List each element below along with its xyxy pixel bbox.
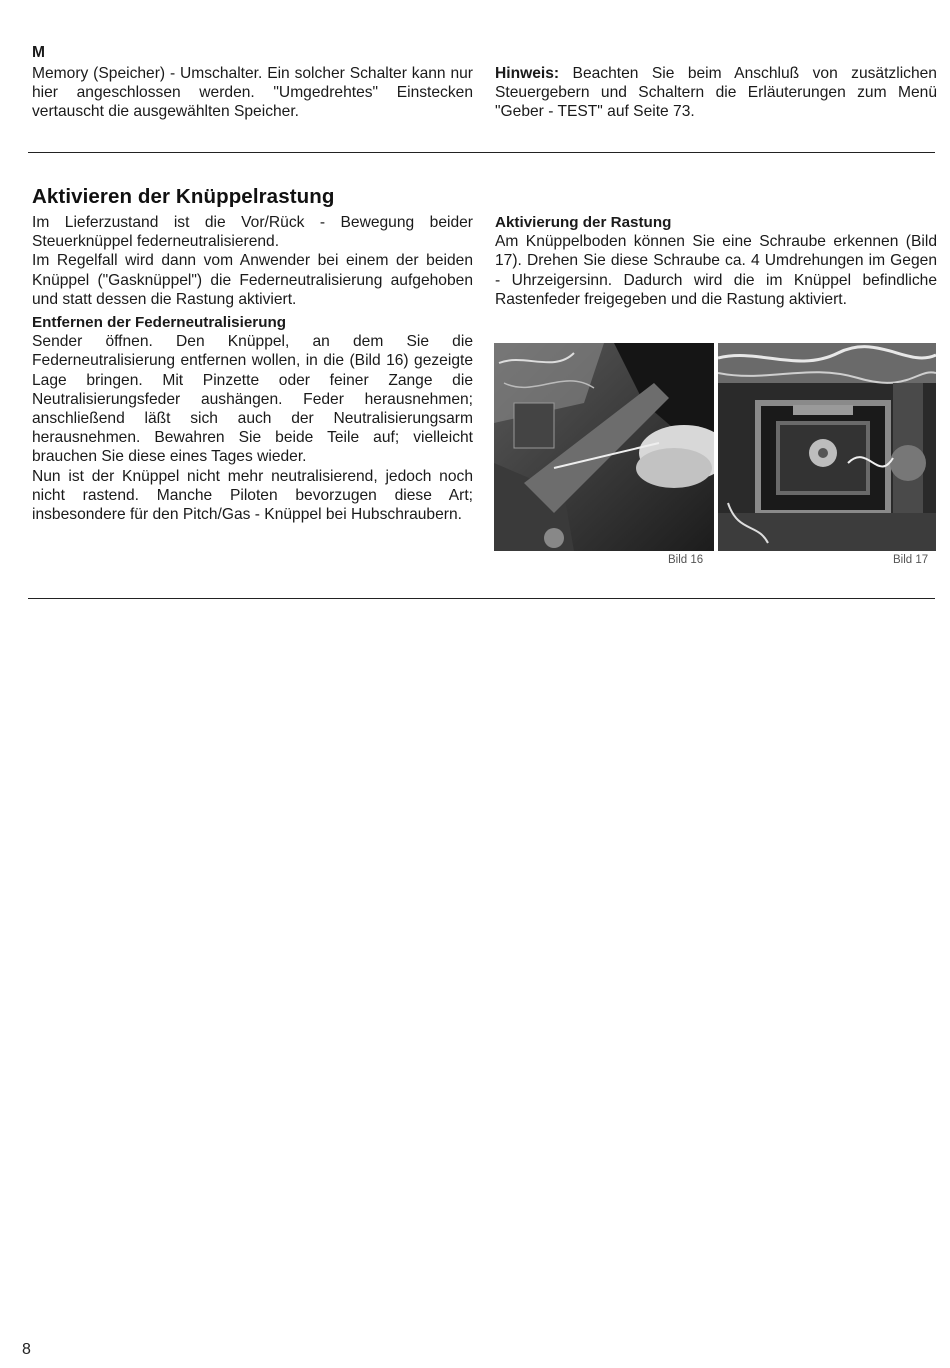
page-number: 8 — [22, 1341, 31, 1358]
entfernen-heading: Entfernen der Federneutralisierung — [32, 314, 287, 332]
caption-bild-16: Bild 16 — [668, 554, 704, 566]
section-m-letter: M — [32, 44, 45, 61]
hinweis-block — [495, 64, 937, 122]
section-m-text: Memory (Speicher) - Umschalter. Ein solcher Schalter kann nur hier angeschlossen werden. "Umgedrehtes" Einstecken vertauscht die ausgewählten Speicher. — [32, 65, 473, 121]
divider-bottom — [28, 598, 935, 599]
photo-bild-16 — [494, 343, 714, 551]
aktivierung-heading: Aktivierung der Rastung — [495, 214, 672, 231]
intro-paragraph-2: Im Regelfall wird dann vom Anwender bei einem der beiden Knüppel ("Gasknüppel") die Federneutralisierung aufgehoben und statt dessen die Rastung aktiviert. — [32, 252, 473, 308]
aktivierung-paragraph: Am Knüppelboden können Sie eine Schraube erkennen (Bild 17). Drehen Sie diese Schraube ca. 4 Umdrehungen im Gegen - Uhrzeigersinn. Dadurch wird die im Knüppel befindliche Rastenfeder freigegeben und die Rastung aktiviert. — [495, 233, 937, 308]
right-column — [495, 213, 937, 309]
hinweis-text: Beachten Sie beim Anschluß von zusätzlichen Steuergebern und Schaltern die Erläuterungen zum Menü "Geber - TEST" auf Seite 73. — [495, 65, 937, 121]
photo-bild-17 — [718, 343, 936, 551]
caption-bild-17: Bild 17 — [893, 554, 929, 566]
photo-bild-16-image — [494, 343, 714, 551]
section-heading: Aktivieren der Knüppelrastung — [32, 185, 335, 208]
photo-bild-17-image — [718, 343, 936, 551]
entfernen-paragraph-2: Nun ist der Knüppel nicht mehr neutralisierend, jedoch noch nicht rastend. Manche Piloten bevorzugen diese Art; insbesondere für den Pitch/Gas - Knüppel bei Hubschraubern. — [32, 467, 473, 524]
section-m — [32, 43, 45, 62]
left-column — [32, 213, 473, 524]
intro-paragraph-1: Im Lieferzustand ist die Vor/Rück - Bewegung beider Steuerknüppel federneutralisierend. — [32, 214, 473, 251]
hinweis-label: Hinweis: — [495, 65, 560, 82]
entfernen-paragraph: Sender öffnen. Den Knüppel, an dem Sie die Federneutralisierung entfernen wollen, in die (Bild 16) gezeigte Lage bringen. Mit Pinzette oder feiner Zange die Neutralisierungsfeder aushängen. Feder herausnehmen; anschließend läßt sich auch der Neutralisierungsarm herausnehmen. Bewahren Sie beide Teile auf; vielleicht brauchen Sie diese eines Tages wieder. — [32, 333, 473, 466]
divider-top — [28, 152, 935, 153]
